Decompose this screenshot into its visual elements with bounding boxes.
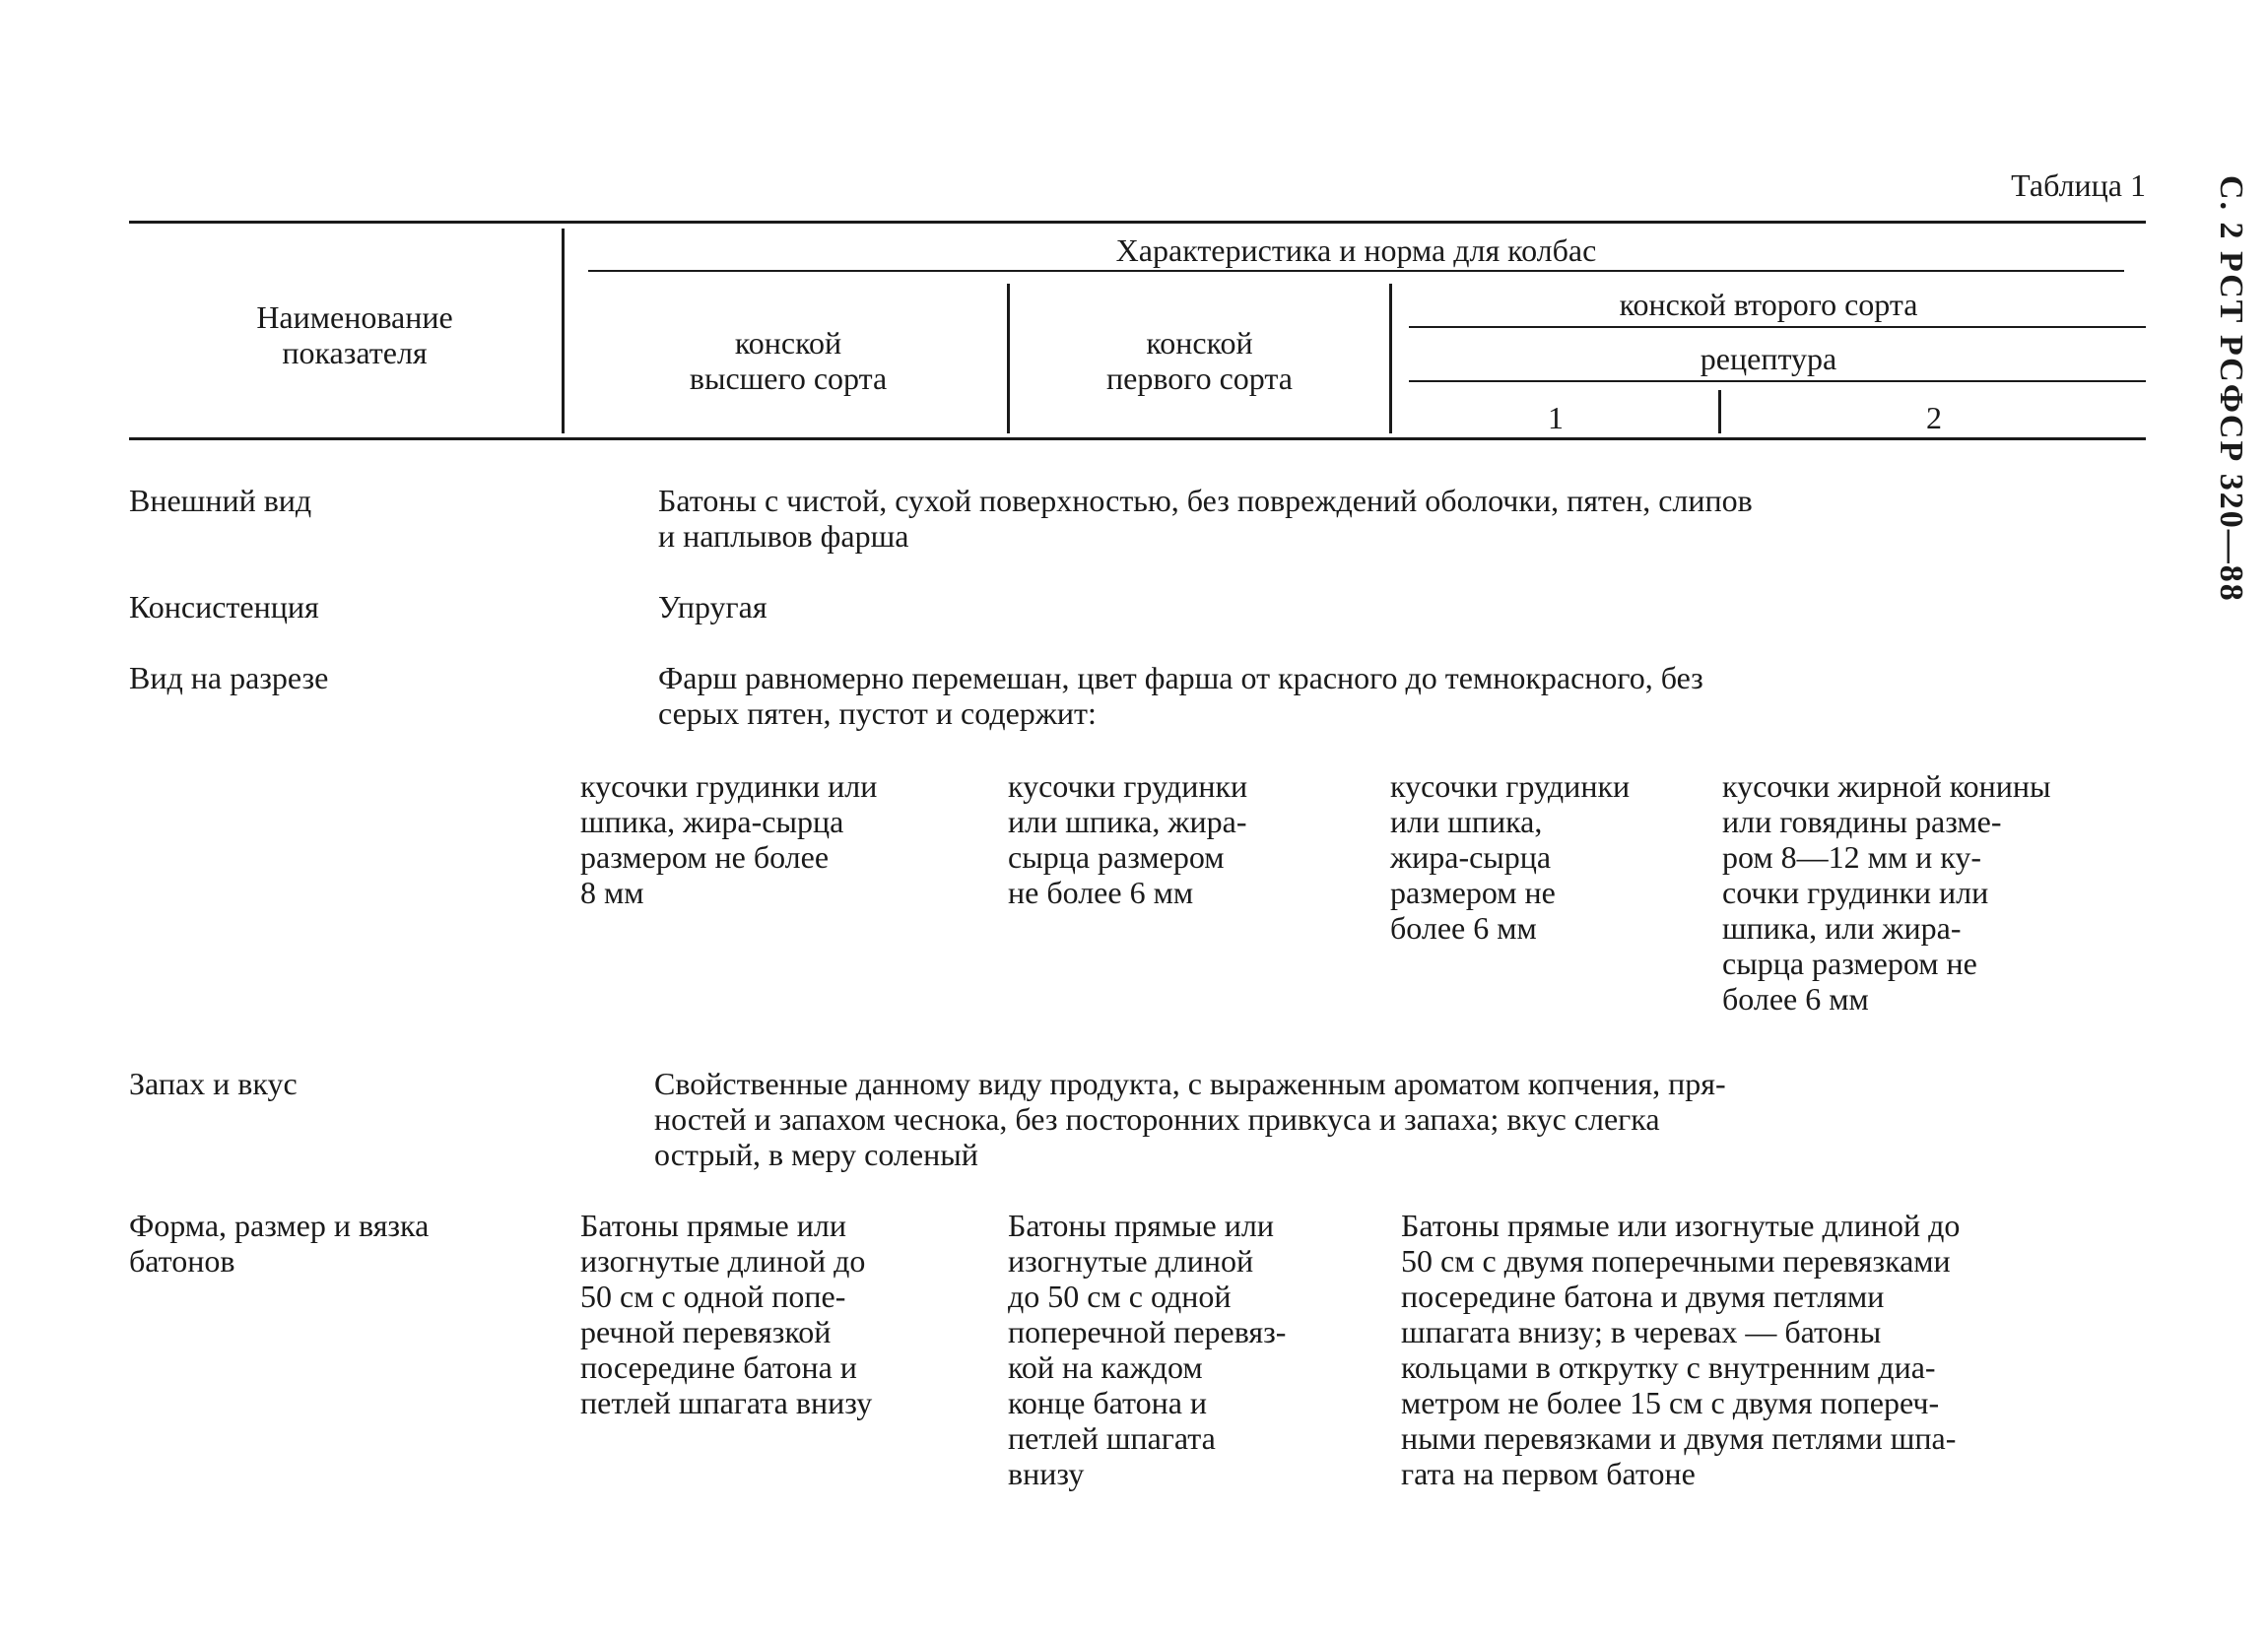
- row-text-smell: Свойственные данному виду продукта, с выраженным ароматом копчения, пря- ностей и запахом чеснока, без посторонних привкуса и запаха; вкус слегка острый, в меру соленый: [654, 1066, 1726, 1172]
- shape-col-first-grade: Батоны прямые или изогнутые длиной до 50 см с одной поперечной перевяз- кой на каждом конце батона и петлей шпагата внизу: [1008, 1208, 1287, 1491]
- header-separator-indicator: [562, 229, 565, 433]
- cut-col-first-grade: кусочки грудинки или шпика, жира- сырца размером не более 6 мм: [1008, 768, 1248, 910]
- header-col-second-grade: конской второго сорта: [1619, 287, 1918, 322]
- header-indicator: Наименование показателя: [256, 299, 453, 370]
- recipe-rule: [1409, 380, 2146, 382]
- cut-col-top-grade: кусочки грудинки или шпика, жира-сырца размером не более 8 мм: [580, 768, 878, 910]
- row-name-appearance: Внешний вид: [129, 483, 312, 518]
- row-name-consistency: Консистенция: [129, 589, 319, 624]
- row-name-cut: Вид на разрезе: [129, 660, 329, 695]
- table-label: Таблица 1: [2011, 167, 2146, 203]
- header-col-first-grade: конской первого сорта: [1106, 325, 1293, 396]
- header-bottom-rule: [129, 437, 2146, 440]
- header-recipe-1: 1: [1548, 400, 1564, 435]
- side-running-header: С. 2 РСТ РСФСР 320—88: [2213, 175, 2249, 603]
- header-recipe-2: 2: [1926, 400, 1942, 435]
- row-name-shape: Форма, размер и вязка батонов: [129, 1208, 430, 1279]
- cut-col-recipe-2: кусочки жирной конины или говядины разме- ром 8—12 мм и ку- сочки грудинки или шпика, или жира- сырца размером не более 6 мм: [1722, 768, 2051, 1017]
- characteristic-rule: [588, 270, 2124, 272]
- cut-col-recipe-1: кусочки грудинки или шпика, жира-сырца размером не более 6 мм: [1390, 768, 1631, 946]
- header-characteristic: Характеристика и норма для колбас: [1115, 232, 1597, 268]
- second-grade-rule: [1409, 326, 2146, 328]
- row-text-appearance: Батоны с чистой, сухой поверхностью, без повреждений оболочки, пятен, слипов и наплывов фарша: [658, 483, 1753, 554]
- header-top-rule: [129, 221, 2146, 224]
- header-recipe: рецептура: [1700, 341, 1837, 376]
- row-text-consistency: Упругая: [658, 589, 767, 624]
- row-text-cut: Фарш равномерно перемешан, цвет фарша от красного до темнокрасного, без серых пятен, пустот и содержит:: [658, 660, 1703, 731]
- row-name-smell: Запах и вкус: [129, 1066, 298, 1101]
- header-col-top-grade: конской высшего сорта: [689, 325, 888, 396]
- shape-col-second-grade: Батоны прямые или изогнутые длиной до 50 см с двумя поперечными перевязками посередине батона и двумя петлями шпагата внизу; в черевах — батоны кольцами в открутку с внутренним диа- метром не более 15 см с двумя попереч- ными перевязками и двумя петлями шпа- гата на первом батоне: [1401, 1208, 1961, 1491]
- shape-col-top-grade: Батоны прямые или изогнутые длиной до 50 см с одной попе- речной перевязкой посередине батона и петлей шпагата внизу: [580, 1208, 873, 1420]
